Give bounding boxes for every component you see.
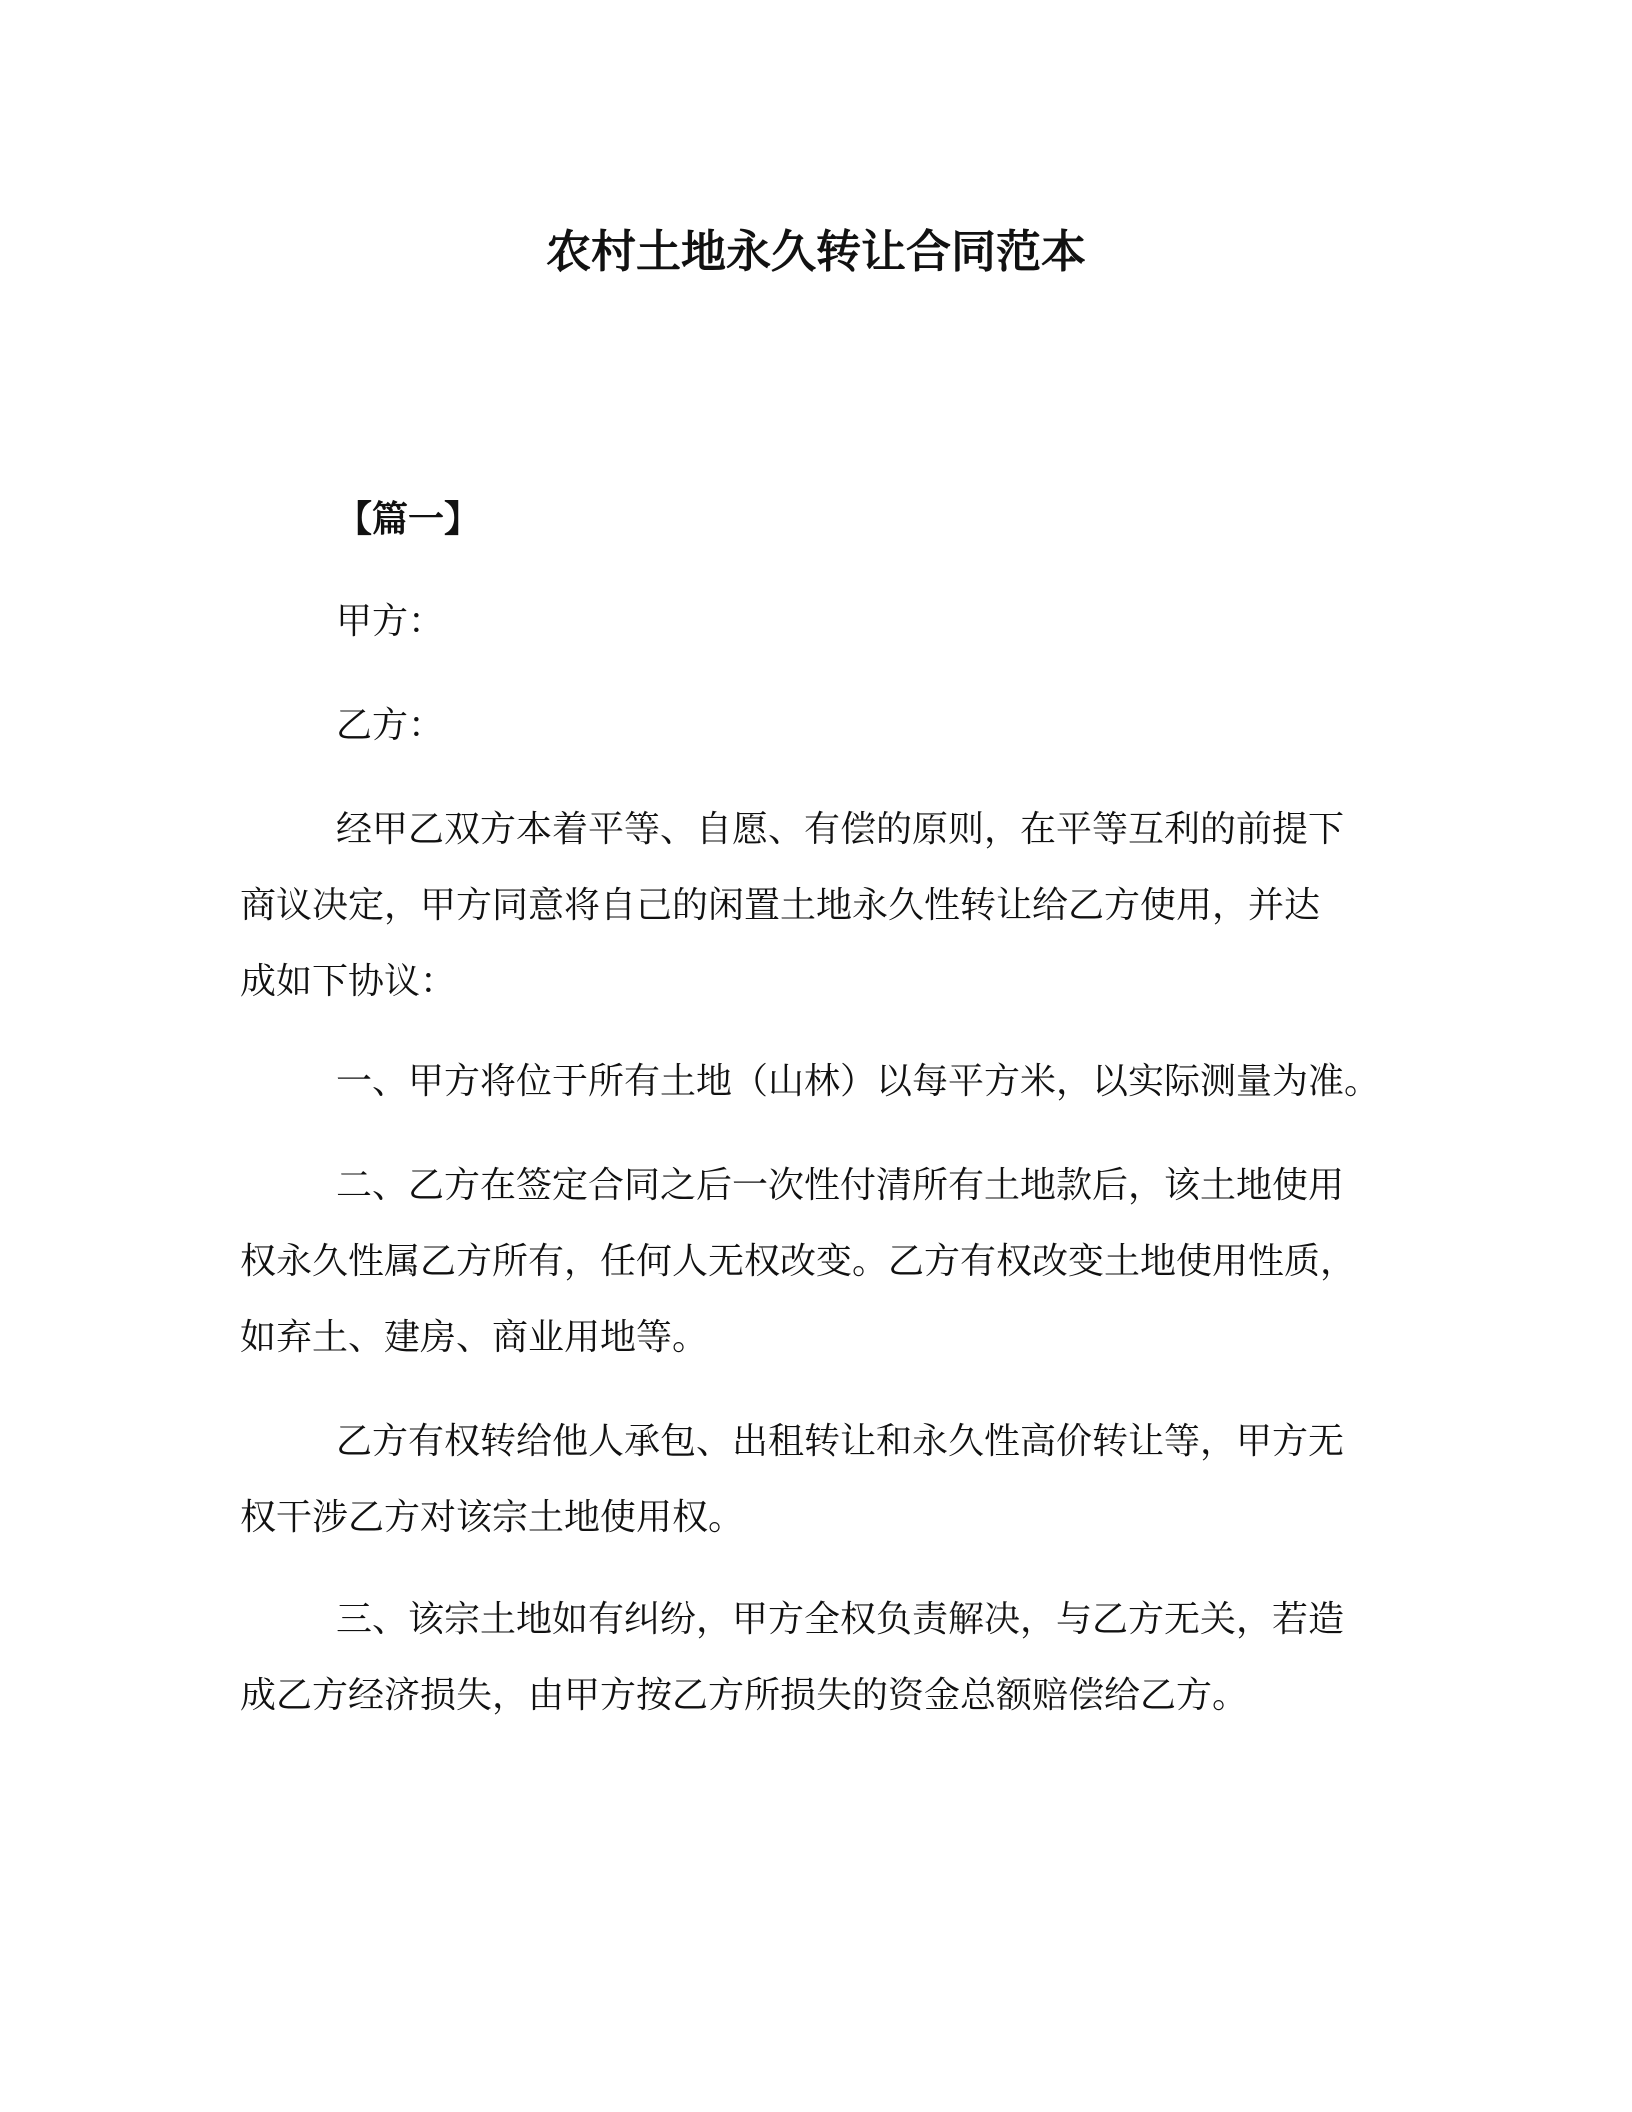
party-a-label: 甲方：: [336, 601, 445, 642]
paragraph-line: 权永久性属乙方所有，任何人无权改变。乙方有权改变土地使用性质，: [240, 1241, 1357, 1282]
paragraph-line: 成乙方经济损失，由甲方按乙方所损失的资金总额赔偿给乙方。: [240, 1675, 1249, 1716]
paragraph-clause-2-cont: [240, 1404, 1412, 1556]
paragraph-line: 权干涉乙方对该宗土地使用权。: [240, 1497, 745, 1538]
paragraph-clause-3: [240, 1582, 1412, 1734]
paragraph-line: 如弃土、建房、商业用地等。: [240, 1317, 709, 1358]
paragraph-line: 三、该宗土地如有纠纷，甲方全权负责解决，与乙方无关，若造: [336, 1599, 1345, 1640]
paragraph-line: 经甲乙双方本着平等、自愿、有偿的原则，在平等互利的前提下: [336, 809, 1345, 850]
paragraph-line: 一、甲方将位于所有土地（山林）以每平方米，以实际测量为准。: [336, 1061, 1381, 1102]
paragraph-line: 二、乙方在签定合同之后一次性付清所有土地款后，该土地使用: [336, 1165, 1345, 1206]
document-title: 农村土地永久转让合同范本: [545, 225, 1086, 278]
paragraph-line: 成如下协议：: [240, 961, 457, 1002]
paragraph-line: 商议决定，甲方同意将自己的闲置土地永久性转让给乙方使用，并达: [240, 885, 1321, 926]
party-b-label: 乙方：: [336, 705, 445, 746]
section-label: 【篇一】: [336, 499, 481, 540]
paragraph-clause-2: [240, 1148, 1412, 1376]
paragraph-clause-1: [240, 1044, 1412, 1120]
paragraph-line: 乙方有权转给他人承包、出租转让和永久性高价转让等，甲方无: [336, 1421, 1345, 1462]
paragraph-preamble: [240, 792, 1412, 1020]
